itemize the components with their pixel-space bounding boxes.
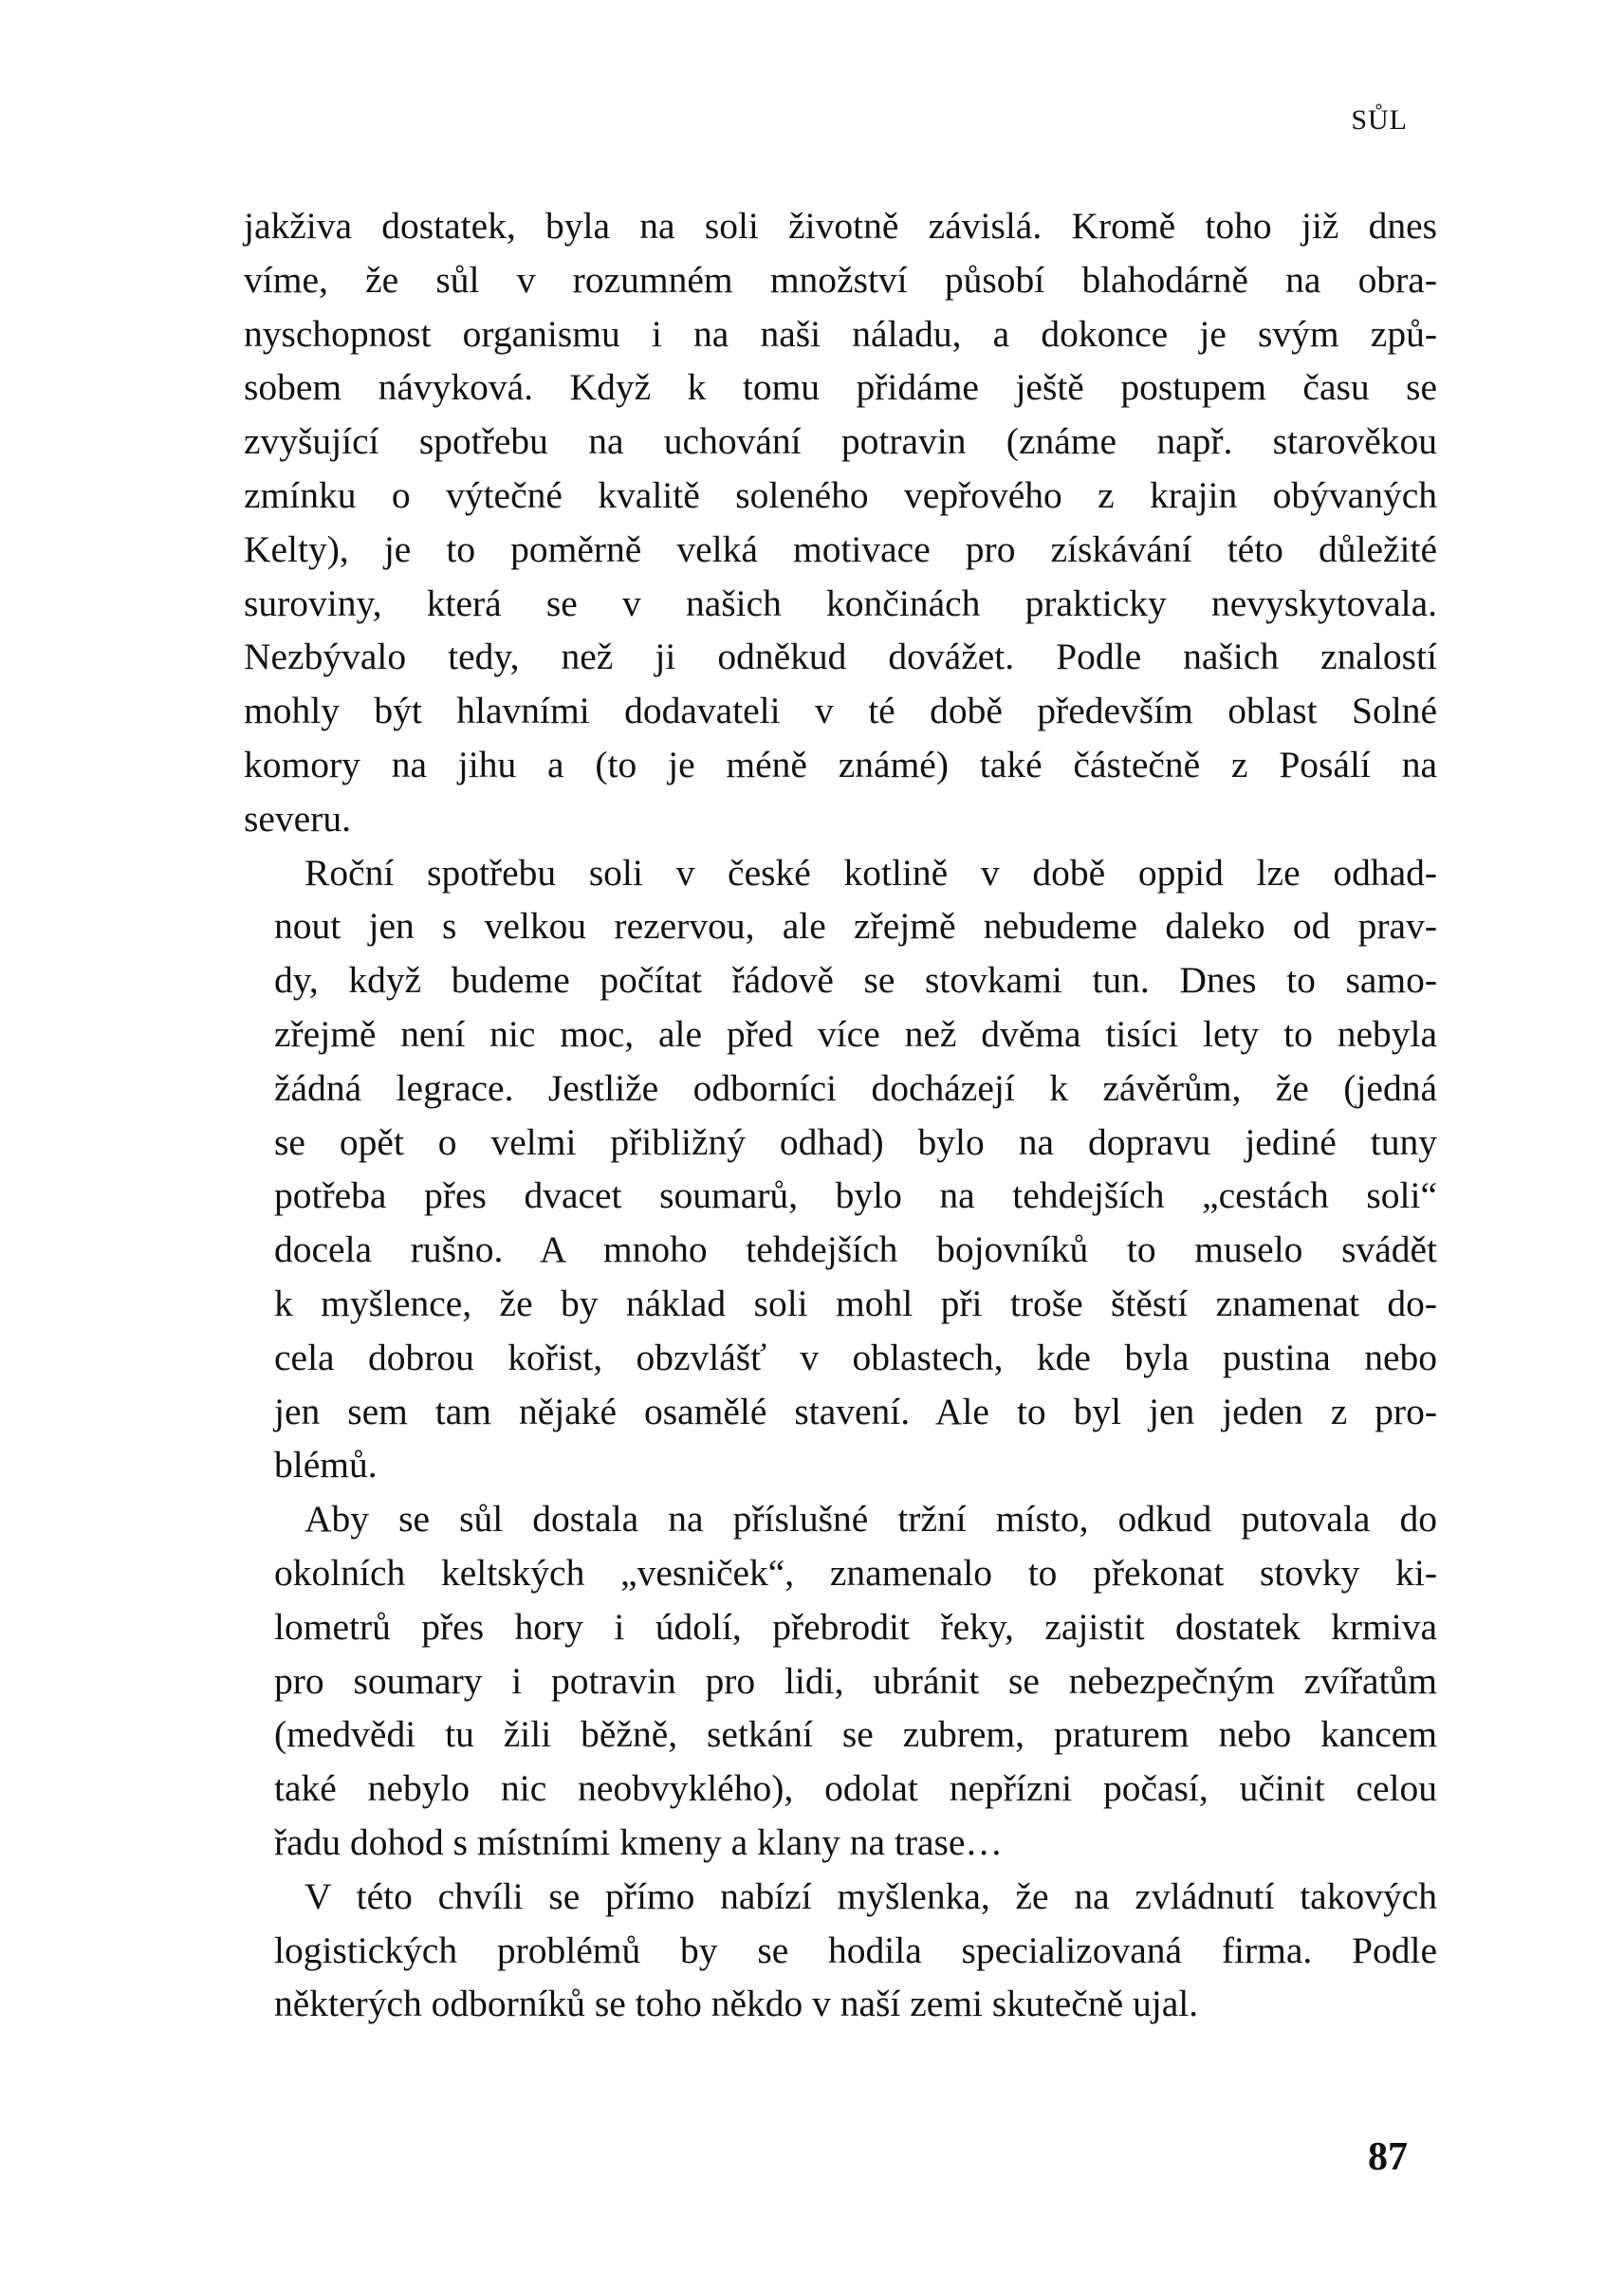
text-line: Aby se sůl dostala na příslušné tržní místo, odkud putovala do [304, 1498, 1437, 1541]
text-line: sobem návyková. Když k tomu přidáme ještě postupem času se [244, 366, 1437, 409]
text-line: také nebylo nic neobvyklého), odolat nepřízni počasí, učinit celou [274, 1767, 1437, 1810]
text-line: nyschopnost organismu i na naši náladu, a dokonce je svým způ- [244, 312, 1437, 355]
paragraph-3 [244, 1492, 1437, 1870]
text-line: Nezbývalo tedy, než ji odněkud dovážet. Podle našich znalostí [244, 636, 1437, 678]
text-line: některých odborníků se toho někdo v naší zemi skutečně ujal. [274, 1983, 1199, 2025]
text-line: víme, že sůl v rozumném množství působí blahodárně na obra- [244, 258, 1437, 301]
text-line: nout jen s velkou rezervou, ale zřejmě nebudeme daleko od prav- [274, 905, 1437, 948]
page-number: 87 [1368, 2135, 1408, 2179]
text-line: pro soumary i potravin pro lidi, ubránit se nebezpečným zvířatům [274, 1659, 1437, 1702]
text-line: V této chvíli se přímo nabízí myšlenka, že na zvládnutí takových [304, 1874, 1437, 1917]
text-line: okolních keltských „vesniček“, znamenalo to překonat stovky ki- [274, 1551, 1437, 1594]
text-line: Roční spotřebu soli v české kotlině v době oppid lze odhad- [304, 851, 1437, 894]
text-line: zvyšující spotřebu na uchování potravin (známe např. starověkou [244, 420, 1437, 463]
text-line: blémů. [274, 1444, 378, 1486]
text-line: (medvědi tu žili běžně, setkání se zubrem, praturem nebo kancem [274, 1713, 1437, 1756]
text-line: k myšlence, že by náklad soli mohl při troše štěstí znamenat do- [274, 1282, 1437, 1324]
text-line: dy, když budeme počítat řádově se stovkami tun. Dnes to samo- [274, 959, 1437, 1002]
running-head: SŮL [1351, 104, 1408, 136]
paragraph-4 [244, 1870, 1437, 2031]
body-text [244, 199, 1437, 2031]
text-line: potřeba přes dvacet soumarů, bylo na tehdejších „cestách soli“ [274, 1174, 1437, 1217]
text-line: se opět o velmi přibližný odhad) bylo na dopravu jediné tuny [274, 1120, 1437, 1163]
text-line: lometrů přes hory i údolí, přebrodit řeky, zajistit dostatek krmiva [274, 1605, 1437, 1648]
text-line: mohly být hlavními dodavateli v té době především oblast Solné [244, 690, 1437, 732]
text-line: řadu dohod s místními kmeny a klany na trase… [274, 1820, 1003, 1863]
text-line: suroviny, která se v našich končinách prakticky nevyskytovala. [244, 581, 1437, 624]
paragraph-2 [244, 846, 1437, 1493]
text-line: cela dobrou kořist, obzvlášť v oblastech, kde byla pustina nebo [274, 1336, 1437, 1378]
text-line: zřejmě není nic moc, ale před více než dvěma tisíci lety to nebyla [274, 1012, 1437, 1055]
paragraph-1 [244, 199, 1437, 846]
text-line: logistických problémů by se hodila specializovaná firma. Podle [274, 1929, 1437, 1971]
text-line: jen sem tam nějaké osamělé stavení. Ale to byl jen jeden z pro- [274, 1390, 1437, 1432]
text-line: jakživa dostatek, byla na soli životně závislá. Kromě toho již dnes [244, 205, 1437, 247]
text-line: komory na jihu a (to je méně známé) také částečně z Posálí na [244, 743, 1437, 785]
text-line: docela rušno. A mnoho tehdejších bojovníků to muselo svádět [274, 1228, 1437, 1271]
text-line: žádná legrace. Jestliže odborníci docházejí k závěrům, že (jedná [274, 1066, 1437, 1109]
text-line: zmínku o výtečné kvalitě soleného vepřového z krajin obývaných [244, 473, 1437, 516]
text-line: Kelty), je to poměrně velká motivace pro získávání této důležité [244, 527, 1437, 570]
text-line: severu. [244, 797, 351, 840]
